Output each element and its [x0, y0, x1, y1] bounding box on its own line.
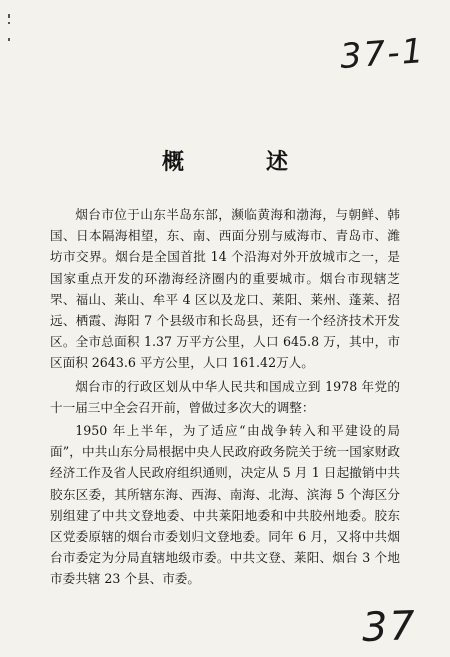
scan-mark: [8, 22, 10, 24]
paragraph: 烟台市的行政区划从中华人民共和国成立到 1978 年党的十一届三中全会召开前，曾做过多次大的调整：: [50, 378, 400, 415]
paragraph: 烟台市位于山东半岛东部，濒临黄海和渤海，与朝鲜、韩国、日本隔海相望，东、南、西面分别与威海市、青岛市、潍坊市交界。烟台是全国首批 14 个沿海对外开放城市之一，是国家重点开发的环渤海经济圈内的重要城市。烟台市现辖芝罘、福山、莱山、牟平 4 区以及龙口、莱阳、莱州、蓬莱、招远、栖霞、海阳 7 个县级市和长岛县，还有一个经济技术开发区。全市总面积 1.37 万平方公里，人口 645.8 万，其中，市区面积 2643.6 平方公里，人口 161.42万人。: [50, 207, 400, 371]
page-title: 概 述: [161, 150, 318, 175]
paragraph: 1950 年上半年，为了适应“由战争转入和平建设的局面”，中共山东分局根据中央人民政府政务院关于统一国家财政经济工作及省人民政府组织通则，决定从 5 月 1 日起撤销中共胶东区委，其所辖东海、西海、南海、北海、滨海 5 个海区分别组建了中共文登地委、中共莱阳地委和中共胶州地委。胶东区党委原辖的烟台市委划归文登地委。同年 6 月，又将中共烟台市委定为分局直辖地级市委。中共文登、莱阳、烟台 3 个地市委共辖 23 个县、市委。: [50, 423, 400, 587]
handwritten-page-number-top: 37-1: [338, 31, 427, 77]
handwritten-page-number-bottom: 37: [361, 603, 418, 651]
scan-mark: [8, 14, 10, 18]
scan-mark: [8, 38, 10, 41]
body-text: [50, 204, 400, 592]
